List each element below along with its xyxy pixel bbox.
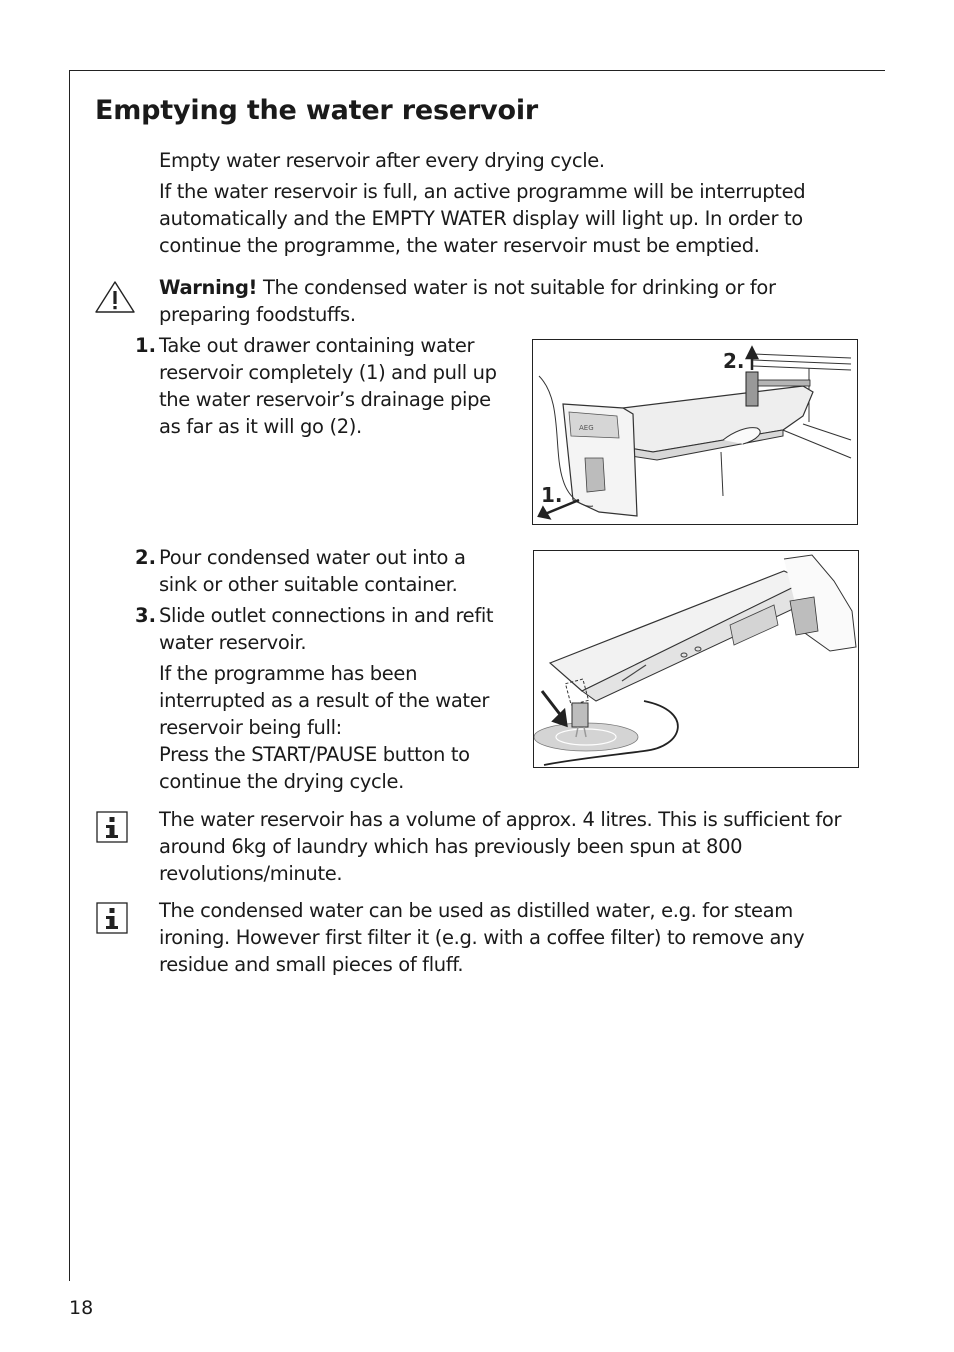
pouring-illustration	[534, 551, 858, 767]
arrow-up-icon	[747, 348, 757, 370]
step-text: Pour condensed water out into a sink or other suitable container.	[159, 546, 466, 596]
intro-paragraph: If the water reservoir is full, an active programme will be interrupted automatically and the EMPTY WATER display will light up. In order to continue the programme, the water reservoir must be emptied.	[159, 180, 806, 257]
figure-label-2: 2.	[723, 349, 745, 373]
info-icon	[96, 902, 128, 934]
step3-note-line: If the programme has been interrupted as a result of the water reservoir being full:	[159, 662, 490, 739]
page-number: 18	[69, 1297, 94, 1319]
warning-triangle-icon	[94, 280, 136, 314]
step-number: 1.	[135, 334, 156, 357]
step-text: Slide outlet connections in and refit water reservoir.	[159, 604, 494, 654]
figure-drawer-removal	[532, 339, 858, 525]
arrow-down-icon	[542, 691, 566, 725]
warning-label: Warning!	[159, 276, 258, 299]
figure-pouring-water	[533, 550, 859, 768]
step3-note	[159, 660, 509, 795]
step-number: 2.	[135, 546, 156, 569]
info-text: The water reservoir has a volume of approx. 4 litres. This is sufficient for around 6kg of laundry which has previously been spun at 800 revolutions/minute.	[159, 808, 842, 885]
drawer-illustration	[533, 340, 857, 524]
intro-paragraph: Empty water reservoir after every drying cycle.	[159, 149, 605, 172]
intro-text	[159, 147, 859, 259]
page-frame-left-rule	[69, 70, 70, 1281]
page-title: Emptying the water reservoir	[95, 95, 538, 126]
info-icon	[96, 811, 128, 843]
step3-note-line: Press the START/PAUSE button to continue the drying cycle.	[159, 743, 470, 793]
info-text: The condensed water can be used as distilled water, e.g. for steam ironing. However first filter it (e.g. with a coffee filter) to remove any residue and small pieces of fluff.	[159, 899, 805, 976]
figure-label-1: 1.	[541, 483, 563, 507]
page-frame-top-rule	[69, 70, 885, 71]
step-number: 3.	[135, 604, 156, 627]
warning-block	[159, 274, 859, 328]
warning-text: The condensed water is not suitable for drinking or for preparing foodstuffs.	[159, 276, 776, 326]
step-text: Take out drawer containing water reservoir completely (1) and pull up the water reservoir’s drainage pipe as far as it will go (2).	[159, 334, 497, 438]
brand-logo-text: AEG	[579, 424, 594, 432]
